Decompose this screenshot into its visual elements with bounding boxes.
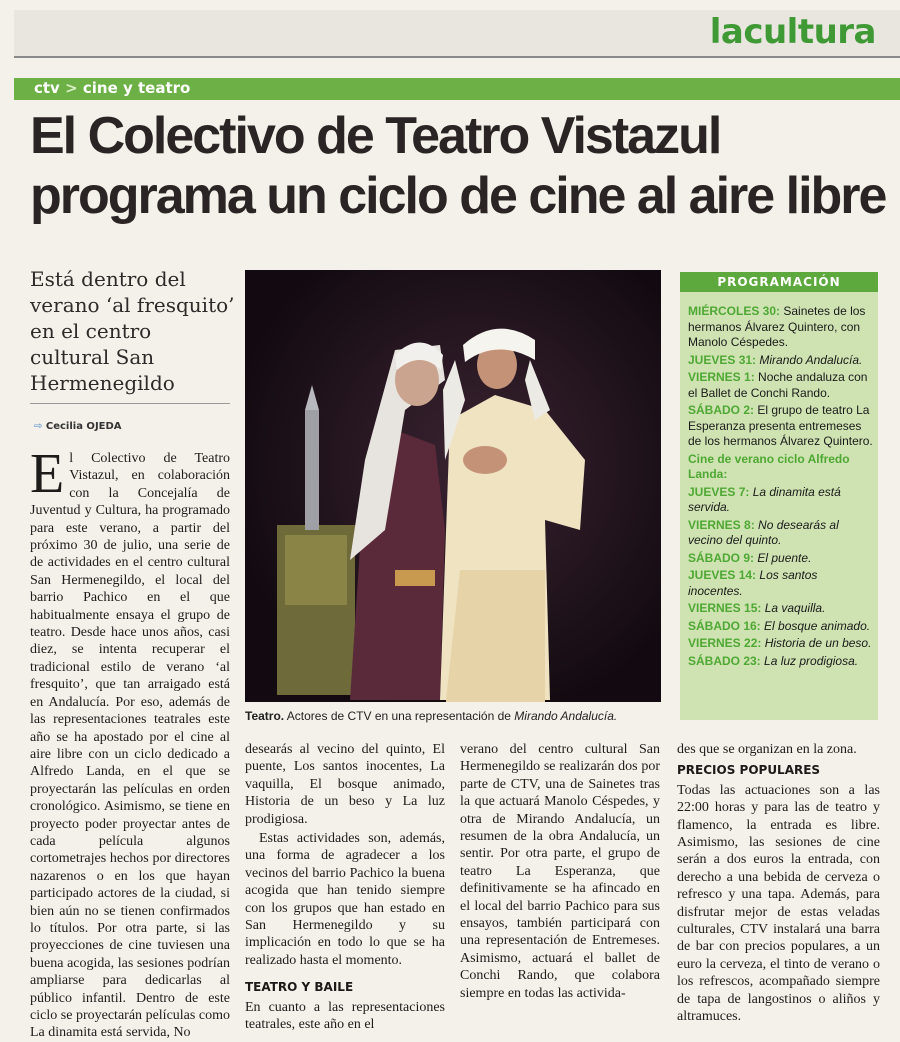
photo-illustration	[245, 270, 661, 702]
film-event	[688, 601, 874, 617]
caption-label: Teatro.	[245, 709, 285, 723]
section-name: cine y teatro	[82, 79, 191, 97]
film-event	[688, 619, 874, 635]
film-title: La dinamita está servida.	[688, 484, 841, 514]
program-event	[688, 403, 874, 450]
masthead-brand: lacultura	[709, 12, 876, 52]
drop-cap: E	[30, 443, 65, 505]
film-day: SÁBADO 16:	[688, 618, 761, 633]
film-title: Los santos inocentes.	[688, 568, 818, 598]
film-title: La vaquilla.	[764, 601, 826, 615]
article-column-3	[460, 741, 660, 1002]
subhead-teatro-baile: TEATRO Y BAILE	[245, 980, 354, 995]
article-col1-text: l Colectivo de Teatro Vistazul, en colaboración con la Concejalía de Juventud y Cultura, ha programado para este verano, a partir del próximo 30 de julio, una serie de de actividades en el centro cultural San Hermenegildo, el local del barrio Pachico en el que habitualmente ensaya el grupo de teatro. Desde hace unos años, casi diez, se intenta recuperar el tradicional estilo de verano ‘al fresquito’, que tan arraigado está en Andalucía. Por eso, además de las representaciones teatrales este año se ha apostado por el cine al aire libre con un ciclo dedicado a Alfredo Landa, en el que se proyectarán las películas en orden cronológico. Asimismo, se tiene en proyecto poder proyectar antes de cada película algunos cortometrajes hechos por directores nazarenos o en los que hayan participado actores de la ciudad, si bien aún no se tienen confirmados lo títulos. Por otra parte, si las proyecciones de cine tuviesen una buena acogida, las sesiones podrían ampliarse para dedicarlas al público infantil. Dentro de este ciclo se proyectarán películas como La dinamita está servida, No	[30, 451, 230, 1041]
section-arrow: >	[65, 79, 78, 97]
byline	[34, 421, 122, 432]
article-column-2	[245, 741, 445, 1034]
event-day: VIERNES 1:	[688, 370, 755, 384]
headline: El Colectivo de Teatro Vistazul programa un ciclo de cine al aire libre	[30, 107, 886, 225]
film-day: VIERNES 22:	[688, 636, 762, 650]
article-column-1	[30, 443, 230, 1042]
event-text: Noche andaluza con el Ballet de Conchi Rando.	[688, 370, 868, 400]
film-day: SÁBADO 9:	[688, 550, 755, 565]
film-day: JUEVES 7:	[688, 484, 750, 499]
program-event	[688, 304, 874, 351]
film-title: El bosque animado.	[764, 618, 871, 633]
film-title: No desearás al vecino del quinto.	[688, 517, 839, 547]
caption-text: Actores de CTV en una representación de	[286, 709, 511, 723]
event-text: Mirando Andalucía.	[759, 352, 863, 367]
film-event	[688, 654, 874, 670]
cinema-heading: Cine de verano ciclo Alfredo Landa:	[688, 451, 850, 481]
event-text: Sainetes de los hermanos Álvarez Quintero, con Manolo Céspedes.	[688, 304, 866, 349]
arrow-icon: ⇨	[34, 421, 43, 432]
article-column-4	[677, 741, 880, 1026]
article-col2-text-c: En cuanto a las representaciones teatrales, este año en el	[245, 999, 445, 1033]
programacion-list	[688, 304, 874, 671]
program-event	[688, 353, 874, 369]
film-day: VIERNES 15:	[688, 601, 762, 615]
byline-author: Cecilia OJEDA	[45, 421, 122, 432]
photo-caption	[245, 709, 665, 723]
kicker: Está dentro del verano ‘al fresquito’ en el centro cultural San Hermenegildo	[30, 267, 235, 395]
film-event	[688, 518, 874, 549]
programacion-title: PROGRAMACIÓN	[680, 272, 878, 292]
film-event	[688, 568, 874, 599]
section-prefix: ctv	[34, 79, 60, 97]
film-event	[688, 636, 874, 652]
article-col4-text-a: des que se organizan en la zona.	[677, 742, 857, 757]
film-day: SÁBADO 23:	[688, 653, 761, 668]
film-day: VIERNES 8:	[688, 517, 755, 532]
subhead-precios-populares: PRECIOS POPULARES	[677, 763, 821, 778]
article-col3-text: verano del centro cultural San Hermenegildo se realizarán dos por parte de CTV, una de Sainetes tras la que actuará Manolo Céspedes, y otra de Mirando Andalucía, un resumen de la obra Andalucía, un sentir. Por otra parte, el grupo de teatro La Esperanza, que definitivamente se ha afincado en el local del barrio Pachico para sus ensayos, también participará con una representación de Entremeses. Asimismo, actuará el ballet de Conchi Rando, que colabora siempre en todas las activida-	[460, 742, 660, 1001]
film-title: El puente.	[757, 550, 812, 565]
article-col4-text-b: Todas las actuaciones son a las 22:00 horas y para las de teatro y flamenco, la entrada es libre. Asimismo, las sesiones de cine serán a dos euros la entrada, con derecho a una bebida de cerveza o refresco y una tapa. Además, para disfrutar mejor de estas veladas culturales, CTV instalará una barra de bar con precios populares, a un euro la cerveza, el tinto de verano o los refrescos, acompañado siempre de tapa de langostinos o aliños y altramuces.	[677, 782, 880, 1025]
film-event	[688, 485, 874, 516]
event-text: El grupo de teatro La Esperanza presenta entremeses de los hermanos Álvarez Quintero.	[688, 403, 873, 448]
article-col2-text-b: Estas actividades son, además, una forma de agradecer a los vecinos del barrio Pachico la buena acogida que han tenido siempre con los grupos que han estado en San Hermenegildo y su implicación en todo lo que se ha realizado hasta el momento.	[245, 831, 445, 968]
caption-title: Mirando Andalucía.	[514, 709, 618, 723]
event-day: MIÉRCOLES 30:	[688, 304, 781, 318]
event-day: SÁBADO 2:	[688, 403, 755, 417]
kicker-divider	[30, 403, 230, 404]
section-label	[34, 79, 190, 97]
photo-theatre-actors	[245, 270, 661, 702]
film-title: La luz prodigiosa.	[764, 653, 859, 668]
article-col2-text-a: desearás al vecino del quinto, El puente, Los santos inocentes, La vaquilla, El bosque animado, Historia de un beso y La luz prodigiosa.	[245, 742, 445, 827]
film-day: JUEVES 14:	[688, 568, 757, 582]
film-title: Historia de un beso.	[764, 636, 872, 650]
film-event	[688, 551, 874, 567]
event-day: JUEVES 31:	[688, 352, 757, 367]
program-event	[688, 370, 874, 401]
